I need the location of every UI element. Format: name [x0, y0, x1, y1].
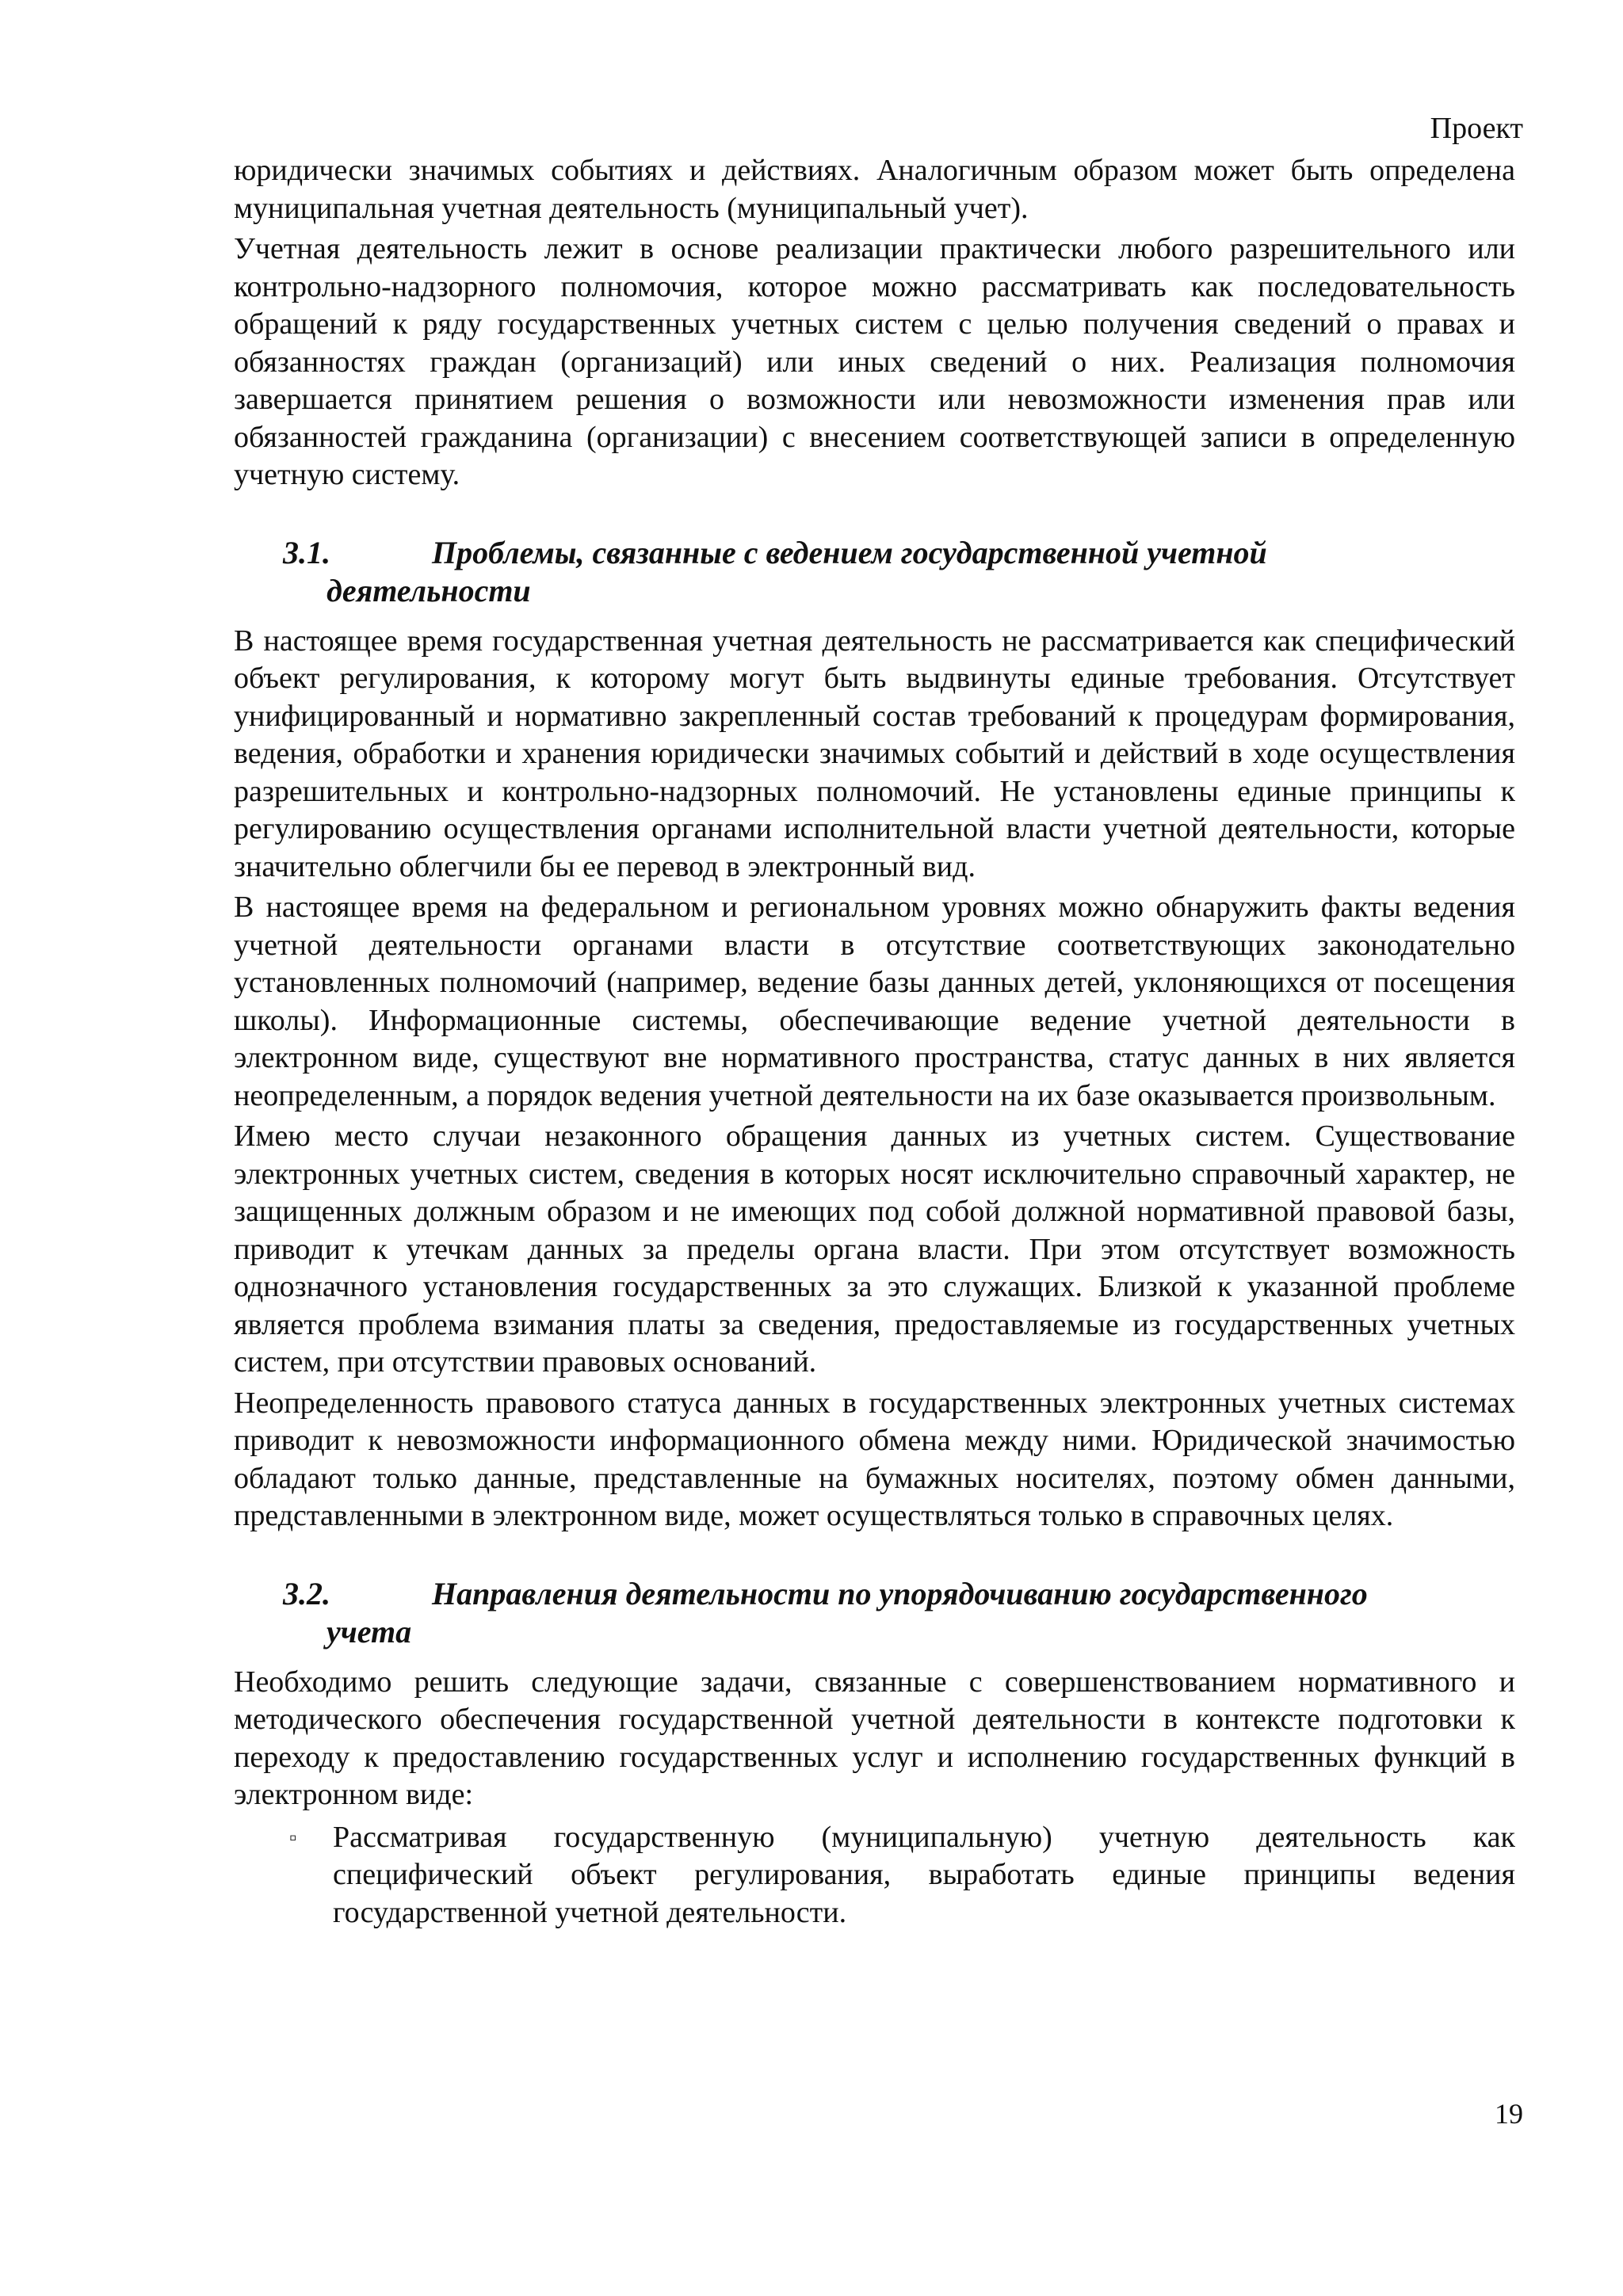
- square-bullet-icon: ▫: [289, 1825, 297, 1849]
- section-title-line-2: деятельности: [327, 572, 531, 608]
- page-number: 19: [1495, 2098, 1523, 2130]
- paragraph: В настоящее время государственная учетная деятельность не рассматривается как специфический объект регулирования, к которому могут быть выдвинуты единые требования. Отсутствует унифицированный и нормативно закрепленный состав требований к процедурам формирования, ведения, обработки и хранения юридически значимых событий и действий в ходе осуществления разрешительных и контрольно-надзорных полномочий. Не установлены единые принципы к регулированию осуществления органами исполнительной власти учетной деятельности, которые значительно облегчили бы ее перевод в электронный вид.: [234, 624, 1515, 883]
- section-number: 3.1.: [283, 534, 330, 570]
- section-heading-3-2: [234, 1575, 1515, 1651]
- header-label: Проект: [1430, 112, 1523, 145]
- page-content: [234, 152, 1515, 1932]
- section-title: [327, 1575, 1515, 1651]
- section-title-line-1: Проблемы, связанные с ведением государственной учетной: [432, 534, 1267, 570]
- section-title: [327, 534, 1515, 610]
- task-list: [234, 1819, 1515, 1932]
- paragraph: Необходимо решить следующие задачи, связанные с совершенствованием нормативного и методического обеспечения государственной учетной деятельности в контексте подготовки к переходу к предоставлению государственных услуг и исполнению государственных функций в электронном виде:: [234, 1665, 1515, 1811]
- section-title-line-2: учета: [327, 1613, 412, 1650]
- section-number: 3.2.: [283, 1575, 330, 1611]
- paragraph-accounting-activity: Учетная деятельность лежит в основе реализации практически любого разрешительного или контрольно-надзорного полномочия, которое можно рассматривать как последовательность обращений к ряду государственных учетных систем с целью получения сведений о правах и обязанностях граждан (организаций) или иных сведений о них. Реализация полномочия завершается принятием решения о возможности или невозможности изменения прав или обязанностей гражданина (организации) с внесением соответствующей записи в определенную учетную систему.: [234, 232, 1515, 491]
- paragraph: В настоящее время на федеральном и региональном уровнях можно обнаружить факты ведения учетной деятельности органами власти в отсутствие соответствующих законодательно установленных полномочий (например, ведение базы данных детей, уклоняющихся от посещения школы). Информационные системы, обеспечивающие ведение учетной деятельности в электронном виде, существуют вне нормативного пространства, статус данных в них является неопределенным, а порядок ведения учетной деятельности на их базе оказывается произвольным.: [234, 891, 1515, 1112]
- paragraph: Имею место случаи незаконного обращения данных из учетных систем. Существование электронных учетных систем, сведения в которых носят исключительно справочный характер, не защищенных должным образом и не имеющих под собой должной нормативной правовой базы, приводит к утечкам данных за пределы органа власти. При этом отсутствует возможность однозначного установления государственных за это служащих. Близкой к указанной проблеме является проблема взимания платы за сведения, предоставляемые из государственных учетных систем, при отсутствии правовых оснований.: [234, 1119, 1515, 1379]
- list-item: [234, 1819, 1515, 1932]
- list-item-text: Рассматривая государственную (муниципальную) учетную деятельность как специфический объект регулирования, выработать единые принципы ведения государственной учетной деятельности.: [333, 1820, 1515, 1929]
- paragraph: Неопределенность правового статуса данных в государственных электронных учетных системах приводит к невозможности информационного обмена между ними. Юридической значимостью обладают только данные, представленные на бумажных носителях, поэтому обмен данными, представленными в электронном виде, может осуществляться только в справочных целях.: [234, 1386, 1515, 1532]
- paragraph-continuation: юридически значимых событиях и действиях. Аналогичным образом может быть определена муниципальная учетная деятельность (муниципальный учет).: [234, 154, 1515, 225]
- section-title-line-1: Направления деятельности по упорядочиванию государственного: [432, 1575, 1368, 1611]
- section-heading-3-1: [234, 534, 1515, 610]
